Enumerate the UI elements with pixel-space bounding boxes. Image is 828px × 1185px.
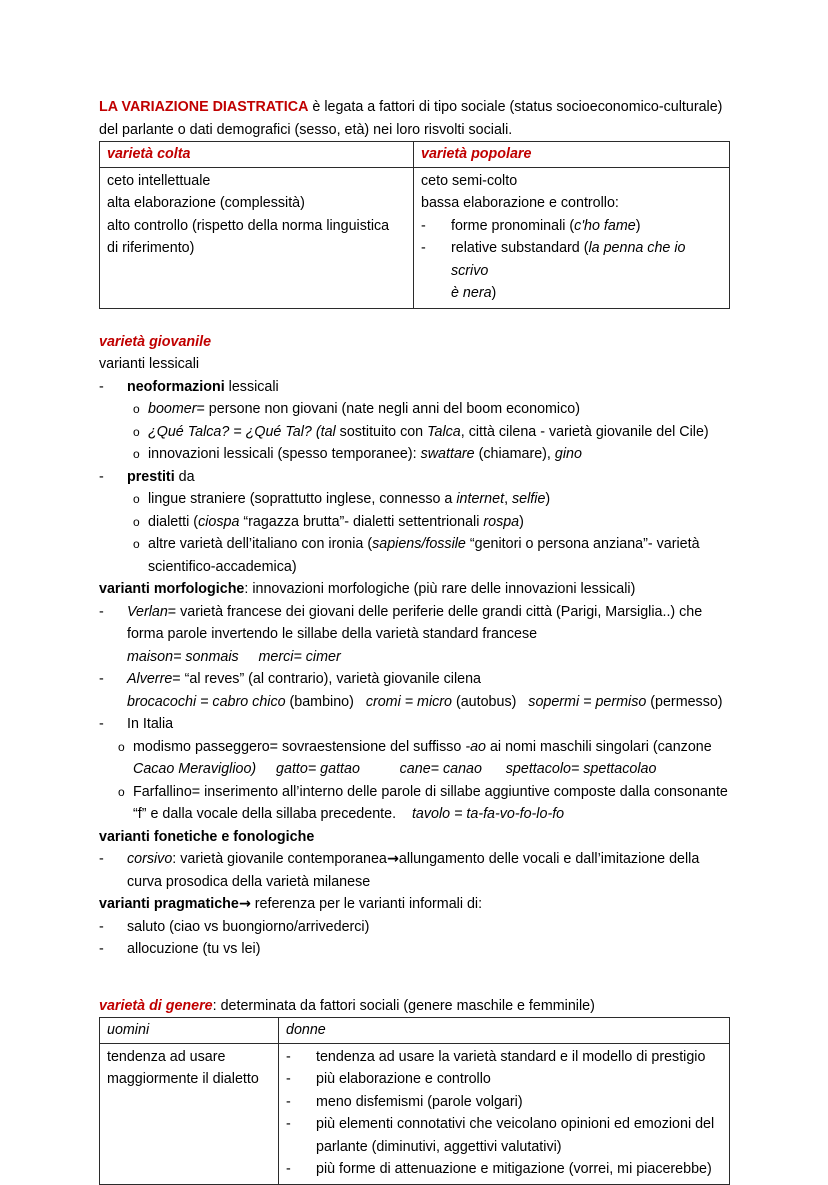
table-cell-header-donne: [279, 1018, 730, 1044]
text-plain: = “al reves” (al contrario), varietà giovanile cilena: [172, 671, 482, 687]
bullet-circle: o: [133, 424, 140, 439]
text-italic: boomer: [148, 401, 197, 417]
bullet-text: più elaborazione e controllo: [316, 1071, 491, 1087]
table-cell-header-uomini: [100, 1018, 279, 1044]
section-heading-giovanile: [99, 331, 731, 354]
text-italic: cane= canao: [399, 761, 482, 777]
table-cell-donne-body: [279, 1043, 730, 1184]
text-plain: (chiamare),: [474, 446, 555, 462]
table-cell-header-colta: [100, 142, 414, 168]
text-plain: dialetti (: [148, 513, 199, 530]
text-italic: selfie: [512, 491, 546, 507]
list-item-example: [99, 691, 731, 714]
text-plain: (permesso): [646, 693, 723, 710]
text-plain: , città cilena - varietà giovanile del Cile): [460, 423, 709, 440]
text-plain: lingue straniere (soprattutto inglese, connesso a: [148, 491, 457, 507]
bullet-dash: -: [286, 1071, 291, 1087]
text-italic: rospa: [483, 513, 520, 530]
text-plain: = varietà francese dei giovani delle periferie delle grandi città (Parigi, Marsiglia..) che: [167, 603, 703, 620]
text-italic: internet: [456, 491, 505, 507]
list-item: [99, 736, 731, 759]
intro-paragraph: [99, 96, 731, 119]
bullet-italic: la penna che io scrivo: [451, 240, 686, 279]
text-italic: corsivo: [127, 851, 173, 867]
list-item-text: [127, 466, 731, 489]
list-item-text: [148, 398, 731, 421]
text-plain: : varietà giovanile contemporanea: [172, 851, 387, 867]
bullet-spacer: [421, 282, 451, 305]
bullet-plain: forme pronominali (: [451, 217, 575, 234]
bullet-dash: -: [99, 941, 104, 957]
text-italic: Alverre: [127, 671, 173, 687]
list-item: [99, 781, 731, 804]
text-italic: gino: [554, 446, 582, 462]
intro-paragraph-line2: del parlante o dati demografici (sesso, età) nei loro risvolti sociali.: [99, 121, 513, 138]
right-arrow-icon: →: [386, 851, 399, 867]
list-item-text: saluto (ciao vs buongiorno/arrivederci): [127, 918, 370, 935]
bullet-dash: -: [286, 1048, 291, 1065]
list-item-bold: neoformazioni: [127, 378, 225, 395]
text-plain: “genitori o persona anziana”- varietà: [465, 536, 700, 552]
text-italic: sapiens/fossile: [372, 536, 466, 552]
list-item-text: [148, 533, 731, 556]
list-item-text: [127, 848, 731, 871]
list-item-text: [127, 601, 731, 624]
list-item: [99, 398, 731, 421]
bullet-dash: -: [286, 1093, 291, 1110]
bullet-text: meno disfemismi (parole volgari): [316, 1093, 523, 1110]
bullet-text: [451, 237, 723, 282]
spacer: [99, 309, 731, 331]
list-item: [99, 511, 731, 534]
cell-spacer: [107, 260, 407, 282]
header-label-uomini: uomini: [107, 1022, 150, 1038]
list-item: [99, 421, 731, 444]
subheading-varianti-pragmatiche: [99, 893, 731, 916]
bullet-dash: -: [421, 217, 426, 234]
bullet-text: [451, 215, 723, 238]
bullet-plain-2: ): [491, 285, 497, 301]
text-plain: “f” e dalla vocale della sillaba precedente.: [133, 806, 412, 822]
list-item-text: Farfallino= inserimento all’interno delle parole di sillabe aggiuntive composte dalla consonante: [133, 783, 728, 800]
cell-bullet: [286, 1068, 723, 1091]
bullet-circle: o: [118, 739, 125, 754]
bullet-italic: è nera: [451, 285, 492, 301]
list-item-continuation: [99, 803, 731, 826]
list-item: [99, 466, 731, 489]
list-item-continuation: forma parole invertendo le sillabe della varietà standard francese: [127, 626, 538, 642]
text-plain: [482, 761, 506, 777]
bullet-dash: -: [99, 851, 104, 867]
cell-line: bassa elaborazione e controllo:: [421, 195, 619, 211]
bullet-plain-2: ): [635, 217, 641, 234]
text-plain: (bambino): [285, 693, 366, 710]
bullet-circle: o: [133, 514, 140, 529]
cell-line: tendenza ad usare: [107, 1048, 226, 1065]
subheading-rest: : innovazioni morfologiche (più rare delle innovazioni lessicali): [244, 581, 636, 597]
section-heading-genere: [99, 995, 731, 1018]
text-plain: ai nomi maschili singolari (canzone: [486, 738, 712, 755]
table-row-header: [100, 1018, 730, 1044]
table-row: [100, 1043, 730, 1184]
bullet-dash: -: [99, 716, 104, 732]
text-italic: tavolo = ta-fa-vo-fo-lo-fo: [411, 806, 565, 822]
list-item-text: In Italia: [127, 716, 174, 732]
cell-line: alta elaborazione (complessità): [107, 195, 305, 211]
text-plain-2: allungamento delle vocali e dall’imitazione della: [398, 851, 700, 867]
text-plain: [360, 761, 400, 777]
bullet-italic: c'ho fame: [574, 217, 636, 234]
text-italic: tal: [320, 423, 336, 440]
text-plain: sostituito con: [335, 423, 428, 440]
bullet-text-line1: più elementi connotativi che veicolano opinioni ed emozioni del: [316, 1116, 715, 1132]
text-plain: [256, 761, 276, 777]
text-italic: swattare: [420, 446, 475, 462]
header-label-donne: donne: [286, 1022, 326, 1038]
cell-bullet: [286, 1158, 723, 1181]
text-italic: Talca: [427, 423, 461, 440]
subheading-rest: referenza per le varianti informali di:: [250, 896, 483, 912]
cell-line: ceto semi-colto: [421, 172, 518, 189]
bullet-dash: -: [99, 671, 104, 687]
section-heading-rest: : determinata da fattori sociali (genere maschile e femminile): [212, 997, 595, 1014]
text-italic: ¿Qué Talca? = ¿Qué Tal? (: [148, 423, 321, 440]
list-item-continuation: curva prosodica della varietà milanese: [127, 873, 371, 890]
list-item: [99, 938, 731, 961]
list-item: [99, 601, 731, 624]
cell-line: ceto intellettuale: [107, 172, 211, 189]
header-label-colta: varietà colta: [107, 146, 191, 162]
cell-line: alto controllo (rispetto della norma linguistica: [107, 217, 390, 234]
intro-heading-rest: è legata a fattori di tipo sociale (status socioeconomico-culturale): [308, 99, 723, 115]
bullet-circle: o: [133, 492, 140, 506]
table-cell-colta-body: [100, 167, 414, 308]
list-item-continuation: [99, 758, 731, 781]
bullet-plain: relative substandard (: [451, 240, 589, 256]
bullet-text: [316, 1113, 723, 1158]
cell-bullet: [421, 215, 723, 238]
cell-bullet: [286, 1113, 723, 1158]
list-item: [99, 668, 731, 691]
list-item: [99, 848, 731, 871]
subheading-label: varianti fonetiche e fonologiche: [99, 828, 315, 845]
cell-bullet: [286, 1091, 723, 1114]
document-body: [99, 96, 731, 1185]
text-italic: sopermi = permiso: [528, 693, 647, 710]
bullet-dash: -: [99, 468, 104, 485]
table-cell-header-popolare: [414, 142, 730, 168]
cell-bullet-continuation: [421, 282, 723, 305]
bullet-text: [451, 282, 723, 305]
bullet-text-line2: parlante (diminutivi, aggettivi valutativi): [316, 1138, 562, 1155]
list-item-text: [127, 376, 731, 399]
list-item: [99, 533, 731, 556]
list-item-bold: prestiti: [127, 468, 175, 485]
subheading-label: varianti morfologiche: [99, 581, 245, 597]
text-plain: modismo passeggero= sovraestensione del suffisso: [133, 738, 466, 755]
bullet-dash: -: [99, 378, 104, 395]
bullet-text: tendenza ad usare la varietà standard e il modello di prestigio: [316, 1048, 706, 1065]
list-item-continuation: scientifico-accademica): [148, 558, 297, 575]
text-italic: Cacao Meraviglioo): [133, 761, 257, 777]
list-item: [99, 376, 731, 399]
table-varieta-di-genere: [99, 1017, 730, 1185]
subheading-varianti-morfologiche: [99, 578, 731, 601]
text-italic: -ao: [465, 738, 486, 755]
bullet-circle: o: [133, 537, 140, 551]
header-label-popolare: varietà popolare: [421, 146, 532, 162]
text-italic: Verlan: [127, 603, 168, 620]
bullet-text: più forme di attenuazione e mitigazione (vorrei, mi piacerebbe): [316, 1161, 712, 1177]
section-heading-label: varietà di genere: [99, 997, 213, 1014]
text-plain: innovazioni lessicali (spesso temporanee):: [148, 446, 421, 462]
list-item-text: [148, 488, 731, 511]
right-arrow-icon: →: [238, 896, 251, 912]
list-item-text: [148, 421, 731, 444]
list-item: [99, 488, 731, 511]
list-item: [99, 916, 731, 939]
bullet-dash: -: [99, 603, 104, 620]
bullet-dash: -: [286, 1161, 291, 1177]
list-item-text: [148, 443, 731, 466]
table-row-header: [100, 142, 730, 168]
table-varieta-diastratica: [99, 141, 730, 309]
list-item-text: allocuzione (tu vs lei): [127, 941, 261, 957]
text-plain: ): [519, 513, 524, 530]
text-plain: altre varietà dell’italiano con ironia (: [148, 536, 373, 552]
list-item-example: maison= sonmais merci= cimer: [127, 648, 341, 665]
subheading-varianti-fonetiche: [99, 826, 731, 849]
text-italic: ciospa: [198, 513, 240, 530]
cell-line: di riferimento): [107, 240, 195, 256]
list-item: [99, 713, 731, 736]
section-heading-label: varietà giovanile: [99, 333, 212, 350]
subheading-label: varianti pragmatiche: [99, 896, 239, 912]
bullet-dash: -: [99, 918, 104, 935]
text-plain: “ragazza brutta”- dialetti settentrionali: [239, 513, 484, 530]
bullet-circle: o: [133, 402, 140, 416]
bullet-circle: o: [118, 784, 125, 799]
table-row: [100, 167, 730, 308]
text-italic: spettacolo= spettacolao: [505, 761, 657, 777]
text-plain: (autobus): [452, 693, 529, 710]
bullet-dash: -: [421, 240, 426, 256]
bullet-circle: o: [133, 447, 140, 461]
list-item-text: [127, 668, 731, 691]
text-italic: brocacochi = cabro chico: [127, 693, 286, 710]
cell-bullet: [286, 1046, 723, 1069]
text-plain: ,: [504, 491, 513, 507]
text-italic: gatto= gattao: [276, 761, 360, 777]
text-plain: = persone non giovani (nate negli anni del boom economico): [196, 401, 580, 417]
list-item-text: [148, 511, 731, 534]
list-item-text: [133, 736, 731, 759]
bullet-dash: -: [286, 1116, 291, 1132]
list-item: [99, 443, 731, 466]
cell-bullet: [421, 237, 723, 282]
text-plain: ): [545, 491, 551, 507]
table-cell-popolare-body: [414, 167, 730, 308]
subheading-varianti-lessicali: varianti lessicali: [99, 356, 200, 372]
table-cell-uomini-body: [100, 1043, 279, 1184]
intro-heading: LA VARIAZIONE DIASTRATICA: [99, 99, 309, 115]
list-item-plain: lessicali: [224, 378, 279, 395]
spacer: [99, 961, 731, 995]
cell-line: maggiormente il dialetto: [107, 1071, 259, 1087]
list-item-plain: da: [174, 468, 195, 485]
text-italic: cromi = micro: [365, 693, 452, 710]
